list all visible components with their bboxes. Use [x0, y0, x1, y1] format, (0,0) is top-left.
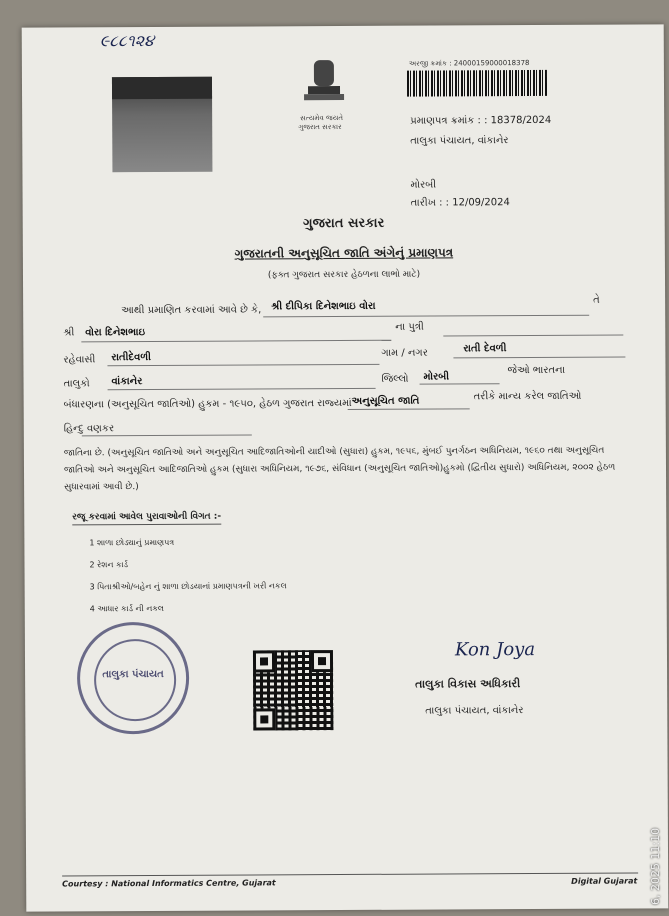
na-putri-label: ના પુત્રી: [395, 321, 424, 333]
issue-date: તારીખ : : 12/09/2024: [410, 197, 510, 209]
applicant-photo: [112, 77, 212, 173]
document-item: 2 રેશન કાર્ડ: [89, 560, 128, 570]
document-item: 3 પિતાશ્રીઓ/બહેન નું શાળા છોડયાનાં પ્રમાણપત્રની ખરી નકલ: [89, 581, 287, 592]
certificate-page: [22, 24, 669, 911]
qr-code: [253, 650, 333, 730]
applicant-name: શ્રી દીપિકા દિનેશભાઇ વોરા: [271, 300, 376, 313]
constitution-text: બંધારણના (અનુસૂચિત જાતિઓ) હુકમ - ૧૯૫૦, હેઠળ ગુજરાત રાજ્યમાં: [63, 397, 352, 411]
signature: Kon Joya: [454, 639, 536, 661]
official-seal: તાલુકા પંચાયત: [77, 622, 190, 735]
legal-paragraph: જાતિના છે. (અનુસૂચિત જાતિઓ અને અનુસૂચિત આદિજાતિઓની યાદીઓ (સુધારા) હુકમ, ૧૯૫૬, મુંબઈ પુનર્ગઠન અધિનિયમ, ૧૯૬૦ તથા અનુસૂચિત જાતિઓ અને અનુસૂચિત આદિજાતિઓ હુકમ (સુધારા અધિનિયમ, ૧૯૭૬, સંવિધાન (અનુસૂચિત જાતિઓ)હુકમો (દ્વિતીય સુધારો) અધિનિયમ, ૨૦૦૨ હેઠળ સુધારવામાં આવી છે.): [63, 445, 616, 493]
te-label: તે: [593, 294, 600, 306]
signatory-office: તાલુકા પંચાયત, વાંકાનેર: [425, 705, 524, 717]
application-number: અરજી ક્રમાંક : 24000159000018378: [408, 59, 530, 68]
resident-value: રાતીદેવળી: [111, 352, 152, 364]
title-government: ગુજરાત સરકાર: [303, 215, 385, 232]
photo-timestamp: 6, 2025 11:10: [649, 827, 662, 905]
footer-courtesy: Courtesy : National Informatics Centre, Gujarat: [62, 878, 276, 889]
taluka-value: વાંકાનેર: [111, 376, 143, 388]
district-label: જિલ્લો: [381, 373, 409, 385]
recognized-text: તરીકે માન્ય કરેલ જાતિઓ: [473, 390, 582, 403]
signatory-title: તાલુકા વિકાસ અધિકારી: [415, 677, 521, 691]
document-item: 1 શાળા છોડ્યાનું પ્રમાણપત્ર: [89, 537, 175, 548]
emblem-government: ગુજરાત સરકાર: [298, 123, 342, 132]
district-value: મોરબી: [423, 371, 450, 383]
village-label: ગામ / નગર: [381, 347, 428, 359]
india-label: જેઓ ભારતના: [507, 364, 566, 377]
title-note: (ફક્ત ગુજરાત સરકાર હેઠળના લાભો માટે): [267, 269, 421, 281]
father-name: વોરા દિનેશભાઇ: [85, 327, 146, 339]
document-item: 4 આધાર કાર્ડ ની નકલ: [89, 603, 165, 614]
caste-type: અનુસૂચિત જાતિ: [351, 395, 420, 407]
documents-title: રજૂ કરવામાં આવેલ પુરાવાઓની વિગત :-: [72, 512, 221, 526]
handwritten-number: ૯૮૮૧૨૪: [99, 30, 155, 51]
footer-digital-gujarat: Digital Gujarat: [571, 876, 638, 886]
resident-label: રહેવાસી: [63, 354, 96, 366]
national-emblem-icon: [294, 56, 354, 111]
certificate-number: પ્રમાણપત્ર ક્રમાંક : : 18378/2024: [410, 114, 552, 127]
emblem-motto: સત્યમેવ જયતે: [300, 114, 344, 123]
title-certificate: ગુજરાતની અનુસૂચિત જાતિ અંગેનું પ્રમાણપત્ર: [234, 245, 454, 261]
taluka-label: તાલુકો: [63, 378, 90, 390]
intro-label: આથી પ્રમાણિત કરવામાં આવે છે કે,: [121, 304, 262, 317]
documents-list: [89, 531, 286, 620]
barcode: [407, 70, 547, 97]
village-value: રાતી દેવળી: [463, 343, 507, 355]
footer-divider: [62, 872, 638, 876]
issuing-office: તાલુકા પંચાયત, વાંકાનેર: [410, 135, 509, 147]
caste-value: હિન્દુ વણકર: [63, 423, 115, 435]
shri-label: શ્રી: [63, 327, 75, 339]
issuing-district: મોરબી: [410, 179, 437, 191]
